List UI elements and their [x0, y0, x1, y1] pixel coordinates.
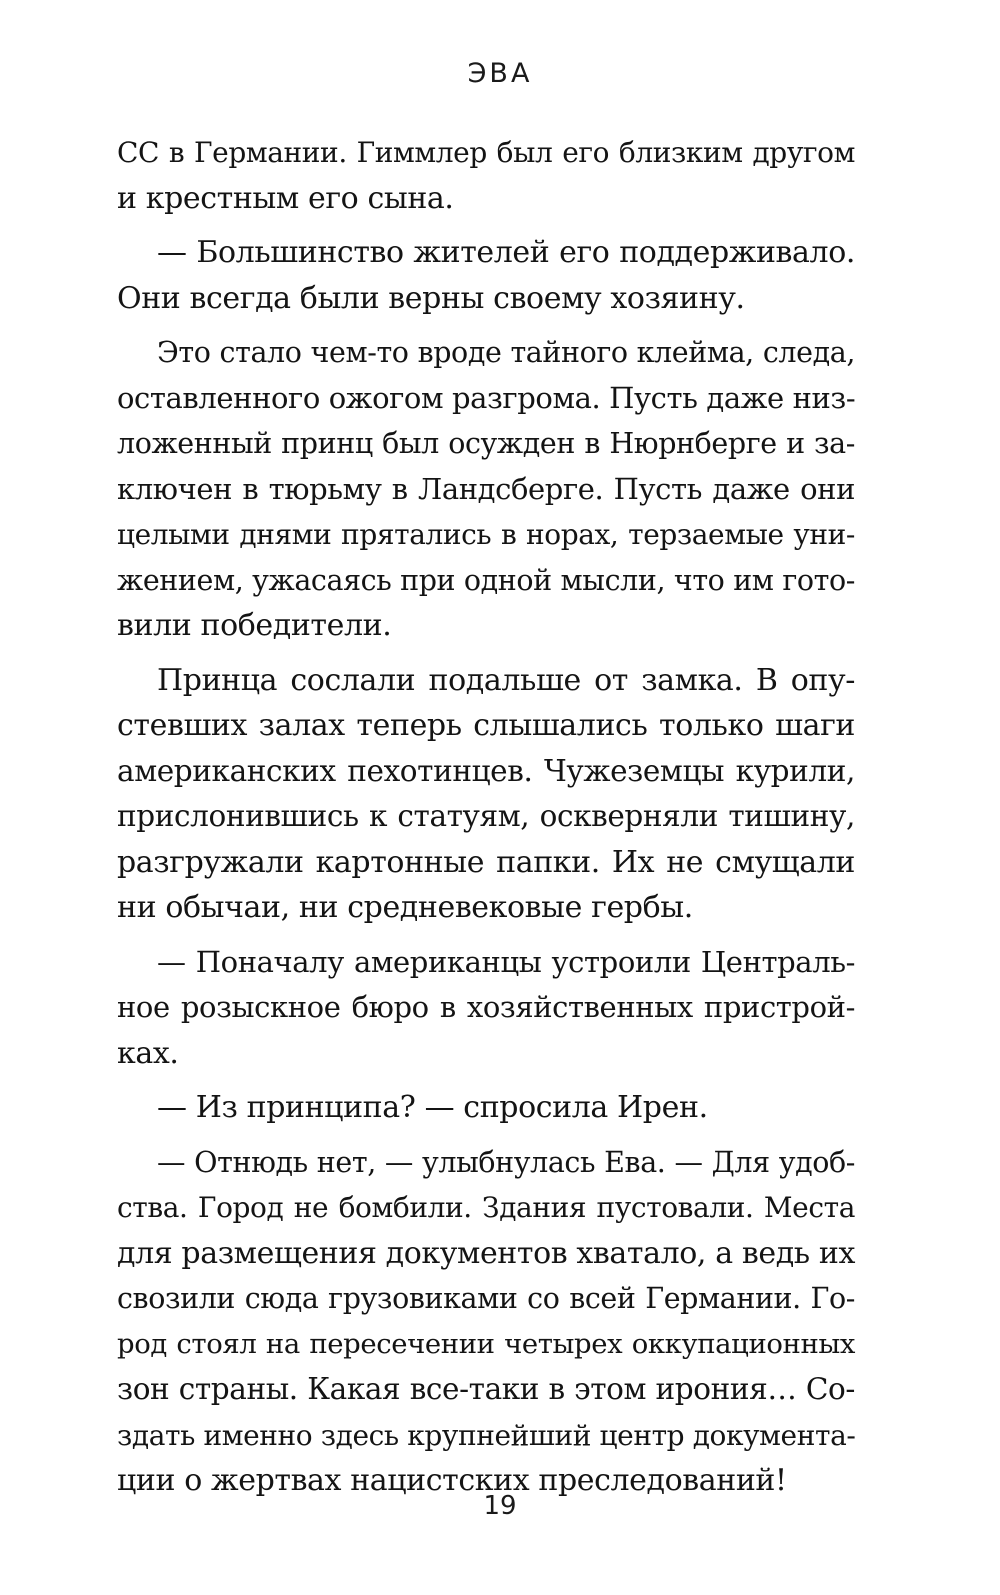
text-line: американских пехотинцев. Чужеземцы курили, — [117, 753, 855, 788]
text-line: разгружали картонные папки. Их не смущали — [117, 844, 855, 880]
paragraph — [117, 230, 855, 321]
text-line: СС в Германии. Гиммлер был его близким другом — [117, 136, 855, 169]
text-line: Это стало чем-то вроде тайного клейма, следа, — [157, 336, 855, 369]
text-line: зон страны. Какая все-таки в этом ирония… Со- — [117, 1372, 855, 1406]
text-line: стевших залах теперь слышались только шаги — [117, 708, 855, 743]
text-line: жением, ужасаясь при одной мысли, что им гото- — [117, 563, 855, 597]
text-line: — Поначалу американцы устроили Централь- — [157, 944, 855, 979]
text-line: прислонившись к статуям, оскверняли тишину, — [117, 799, 855, 833]
paragraph — [117, 330, 855, 649]
text-line: целыми днями прятались в норах, терзаемые уни- — [117, 518, 855, 551]
paragraph — [117, 658, 855, 931]
text-line: — Большинство жителей его поддерживало. — [157, 235, 855, 270]
text-line: ное розыскное бюро в хозяйственных пристрой- — [117, 990, 855, 1024]
text-line: ках. — [117, 1035, 179, 1071]
paragraph — [117, 1140, 855, 1504]
text-line: оставленного ожогом разгрома. Пусть даже низ- — [117, 380, 856, 415]
paragraph — [117, 940, 855, 1077]
page-number: 19 — [483, 1491, 517, 1521]
text-line: ни обычаи, ни средневековые гербы. — [117, 890, 693, 925]
text-line: ции о жертвах нацистских преследований! — [117, 1463, 787, 1498]
text-line: род стоял на пересечении четырех оккупационных — [117, 1327, 855, 1360]
text-line: здать именно здесь крупнейший центр документа- — [117, 1418, 856, 1452]
paragraph — [117, 130, 855, 221]
text-line: Принца сослали подальше от замка. В опу- — [157, 662, 855, 698]
text-line: для размещения документов хватало, а ведь их — [117, 1235, 855, 1271]
paragraph — [117, 1085, 855, 1131]
text-line: ключен в тюрьму в Ландсберге. Пусть даже они — [117, 471, 855, 506]
body-text — [117, 130, 855, 1513]
text-line: — Отнюдь нет, — улыбнулась Ева. — Для удоб- — [157, 1145, 855, 1179]
text-line: — Из принципа? — спросила Ирен. — [157, 1090, 708, 1125]
text-line: Они всегда были верны своему хозяину. — [117, 280, 745, 316]
text-line: свозили сюда грузовиками со всей Германии. Го- — [117, 1282, 855, 1315]
running-head: ЭВА — [467, 58, 533, 89]
text-line: ства. Город не бомбили. Здания пустовали. Места — [117, 1191, 855, 1224]
text-line: и крестным его сына. — [117, 180, 454, 216]
text-line: ложенный принц был осужден в Нюрнберге и за- — [117, 427, 855, 460]
text-line: вили победители. — [117, 608, 392, 643]
